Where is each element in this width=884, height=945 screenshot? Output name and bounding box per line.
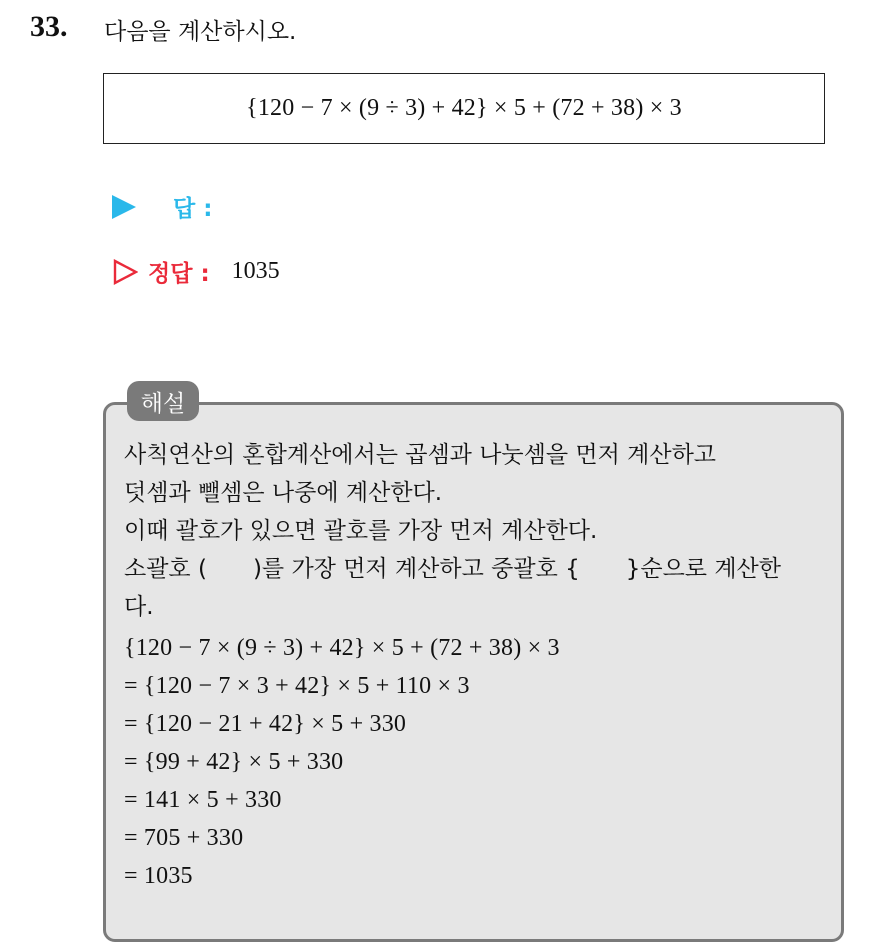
solution-line: 사칙연산의 혼합계산에서는 곱셈과 나눗셈을 먼저 계산하고 — [124, 442, 717, 468]
solid-triangle-right-icon — [112, 195, 136, 219]
question-number: 33. — [30, 10, 68, 43]
solution-line: 이때 괄호가 있으면 괄호를 가장 먼저 계산한다. — [124, 518, 598, 544]
solution-line-part: )를 가장 먼저 계산하고 중괄호 { — [252, 556, 580, 582]
correct-answer-row — [112, 255, 280, 288]
expression: {120 − 7 × (9 ÷ 3) + 42} × 5 + (72 + 38) × 3 — [246, 95, 682, 121]
solution-line: 다. — [124, 594, 154, 620]
answer-label: 답 : — [173, 196, 213, 222]
solution-line: 덧셈과 뺄셈은 나중에 계산한다. — [124, 480, 443, 506]
solution-step: {120 − 7 × (9 ÷ 3) + 42} × 5 + (72 + 38) × 3 — [124, 635, 560, 661]
solution-text — [124, 436, 830, 626]
solution-step: = {99 + 42} × 5 + 330 — [124, 749, 344, 775]
solution-step: = 141 × 5 + 330 — [124, 787, 282, 813]
solution-step: = 1035 — [124, 863, 193, 889]
solution-steps — [124, 629, 560, 895]
answer-row — [112, 190, 234, 223]
question-prompt: 다음을 계산하시오. — [104, 19, 297, 45]
correct-answer-value: 1035 — [231, 258, 280, 284]
solution-tag: 해설 — [127, 381, 199, 421]
expression-box — [103, 73, 825, 144]
solution-step: = {120 − 7 × 3 + 42} × 5 + 110 × 3 — [124, 673, 470, 699]
solution-step: = {120 − 21 + 42} × 5 + 330 — [124, 711, 407, 737]
solution-line-part: 소괄호 ( — [124, 556, 207, 582]
solution-line — [124, 550, 830, 588]
outline-triangle-right-icon — [113, 259, 138, 285]
correct-answer-label: 정답 : — [148, 261, 210, 287]
solution-step: = 705 + 330 — [124, 825, 244, 851]
solution-line-part: }순으로 계산한 — [625, 556, 781, 582]
